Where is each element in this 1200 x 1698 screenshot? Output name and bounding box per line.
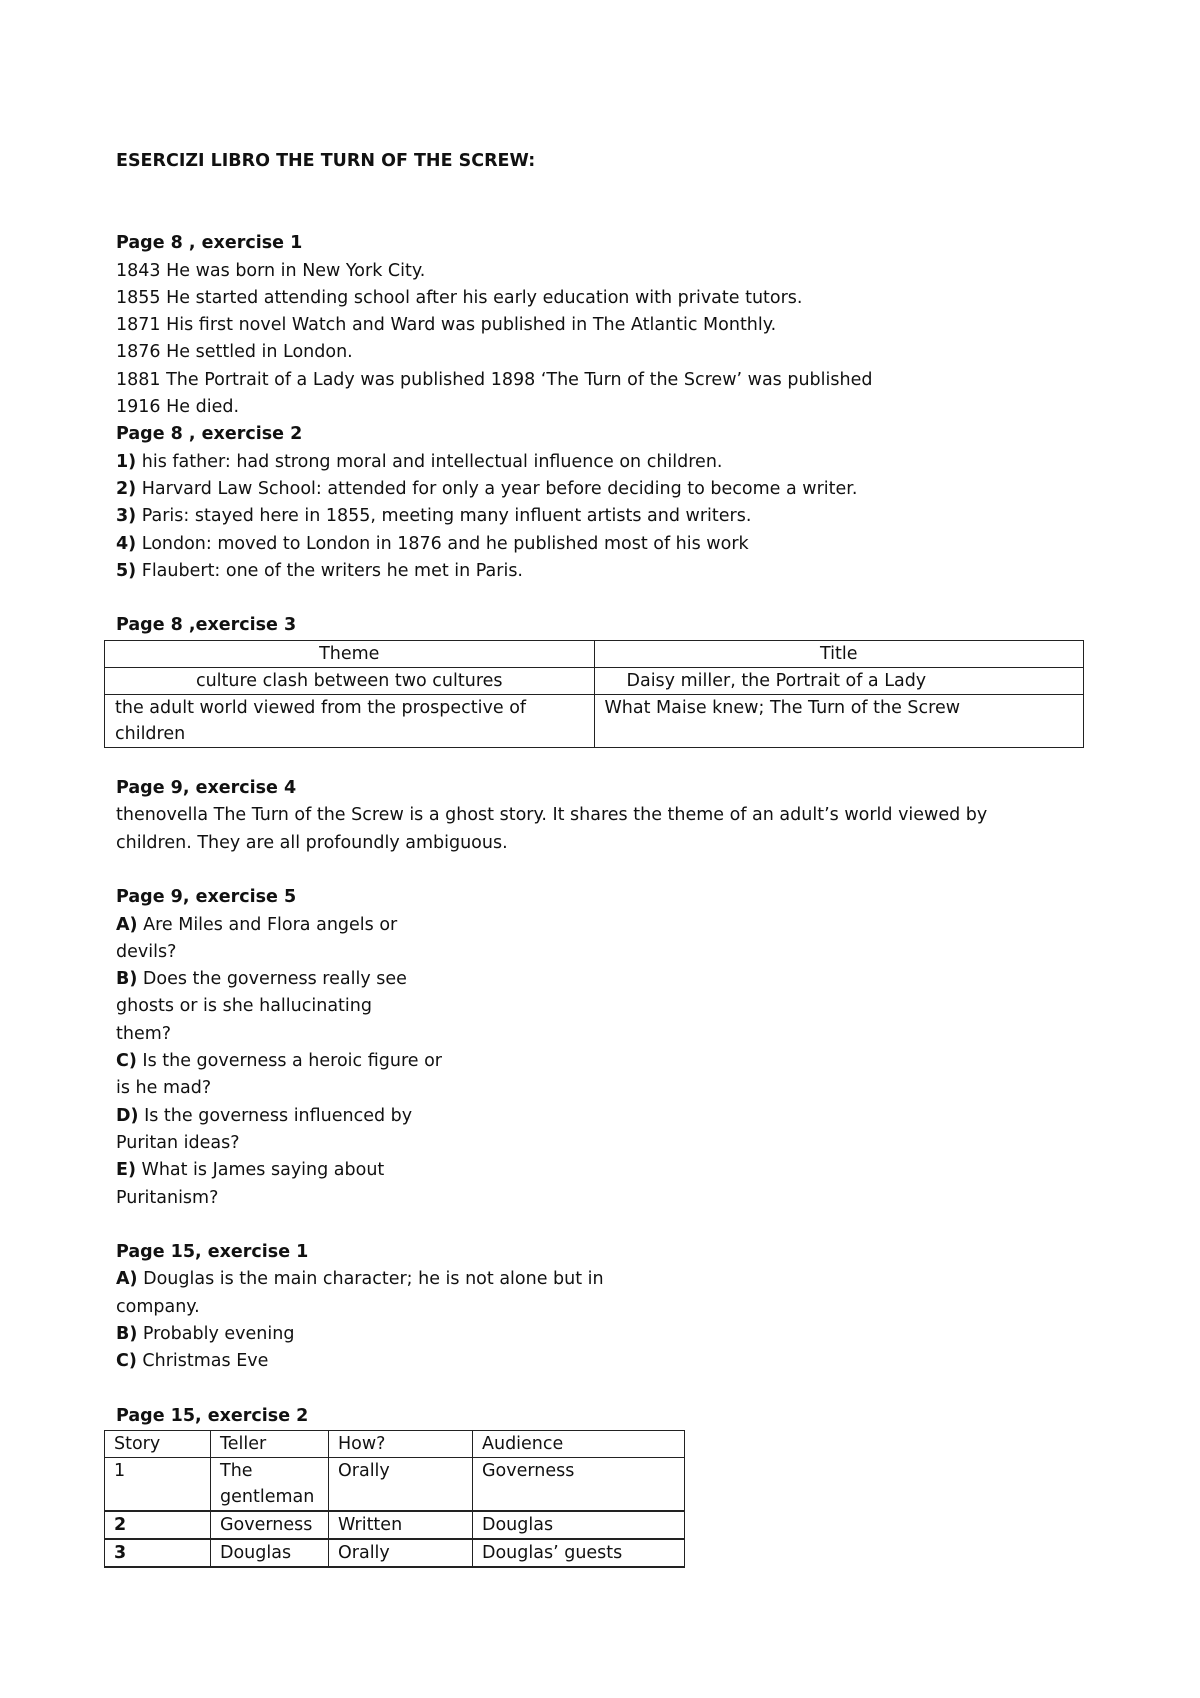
table-cell: Daisy miller, the Portrait of a Lady xyxy=(594,667,1084,694)
table-cell: 2 xyxy=(105,1511,211,1539)
table-cell: Orally xyxy=(329,1539,473,1567)
table-row xyxy=(105,1539,685,1567)
list-item: C) Is the governess a heroic figure or xyxy=(116,1051,442,1072)
list-item: 1843 He was born in New York City. xyxy=(116,260,426,281)
table-header-cell: How? xyxy=(329,1431,473,1458)
section-heading: Page 8 , exercise 1 xyxy=(116,233,303,254)
document-title: ESERCIZI LIBRO THE TURN OF THE SCREW: xyxy=(116,151,536,171)
table-header-row xyxy=(105,640,1084,667)
section-heading: Page 8 , exercise 2 xyxy=(116,424,303,445)
table-cell: 1 xyxy=(105,1458,211,1512)
list-item-cont: ghosts or is she hallucinating xyxy=(116,996,372,1017)
story-teller-table xyxy=(104,1430,685,1568)
section-heading: Page 9, exercise 4 xyxy=(116,778,297,799)
paragraph-line: children. They are all profoundly ambiguous. xyxy=(116,832,508,853)
table-cell: Governess xyxy=(211,1511,329,1539)
table-cell: The gentleman xyxy=(211,1458,329,1512)
list-item: B) Probably evening xyxy=(116,1323,295,1344)
list-item-cont: is he mad? xyxy=(116,1078,212,1099)
timeline-list xyxy=(116,258,1100,422)
list-item: C) Christmas Eve xyxy=(116,1351,269,1372)
list-item-cont: Puritanism? xyxy=(116,1187,219,1208)
table-row xyxy=(105,1511,685,1539)
section-heading: Page 8 ,exercise 3 xyxy=(116,615,297,636)
list-item: D) Is the governess influenced by xyxy=(116,1105,413,1126)
list-item: 1876 He settled in London. xyxy=(116,342,353,363)
question-list xyxy=(116,912,1100,1212)
paragraph-line: thenovella The Turn of the Screw is a ghost story. It shares the theme of an adult’s world viewed by xyxy=(116,805,988,826)
table-cell: culture clash between two cultures xyxy=(105,667,595,694)
answer-list xyxy=(116,1266,1100,1375)
list-item: A) Are Miles and Flora angels or xyxy=(116,914,398,935)
list-item: 1881 The Portrait of a Lady was published 1898 ‘The Turn of the Screw’ was published xyxy=(116,369,873,390)
table-cell: Douglas’ guests xyxy=(473,1539,685,1567)
list-item: 1) his father: had strong moral and intellectual influence on children. xyxy=(116,451,723,472)
table-cell: the adult world viewed from the prospective of children xyxy=(105,694,595,747)
list-item: 1871 His first novel Watch and Ward was published in The Atlantic Monthly. xyxy=(116,315,777,336)
numbered-list xyxy=(116,449,1100,585)
section-heading: Page 15, exercise 1 xyxy=(116,1242,309,1263)
list-item-cont: Puritan ideas? xyxy=(116,1132,240,1153)
table-cell: 3 xyxy=(105,1539,211,1567)
table-row xyxy=(105,694,1084,747)
table-cell: Orally xyxy=(329,1458,473,1512)
table-header-cell: Title xyxy=(594,640,1084,667)
list-item: 3) Paris: stayed here in 1855, meeting many influent artists and writers. xyxy=(116,506,752,527)
section-heading: Page 9, exercise 5 xyxy=(116,887,297,908)
table-header-cell: Theme xyxy=(105,640,595,667)
list-item: 5) Flaubert: one of the writers he met in Paris. xyxy=(116,560,523,581)
list-item-cont: company. xyxy=(116,1296,200,1317)
list-item: 1916 He died. xyxy=(116,397,240,418)
list-item: 1855 He started attending school after his early education with private tutors. xyxy=(116,287,803,308)
list-item: A) Douglas is the main character; he is not alone but in xyxy=(116,1269,604,1290)
table-cell: Written xyxy=(329,1511,473,1539)
section-heading: Page 15, exercise 2 xyxy=(116,1405,309,1426)
table-header-cell: Audience xyxy=(473,1431,685,1458)
list-item: B) Does the governess really see xyxy=(116,969,407,990)
table-header-cell: Teller xyxy=(211,1431,329,1458)
table-row xyxy=(105,667,1084,694)
theme-title-table xyxy=(104,640,1084,748)
table-cell: What Maise knew; The Turn of the Screw xyxy=(594,694,1084,747)
list-item: E) What is James saying about xyxy=(116,1160,385,1181)
list-item-cont: them? xyxy=(116,1023,172,1044)
table-cell: Douglas xyxy=(211,1539,329,1567)
table-row xyxy=(105,1458,685,1512)
list-item-cont: devils? xyxy=(116,941,177,962)
list-item: 2) Harvard Law School: attended for only a year before deciding to become a writer. xyxy=(116,478,858,499)
list-item: 4) London: moved to London in 1876 and he published most of his work xyxy=(116,533,749,554)
table-header-row xyxy=(105,1431,685,1458)
table-header-cell: Story xyxy=(105,1431,211,1458)
table-cell: Governess xyxy=(473,1458,685,1512)
table-cell: Douglas xyxy=(473,1511,685,1539)
